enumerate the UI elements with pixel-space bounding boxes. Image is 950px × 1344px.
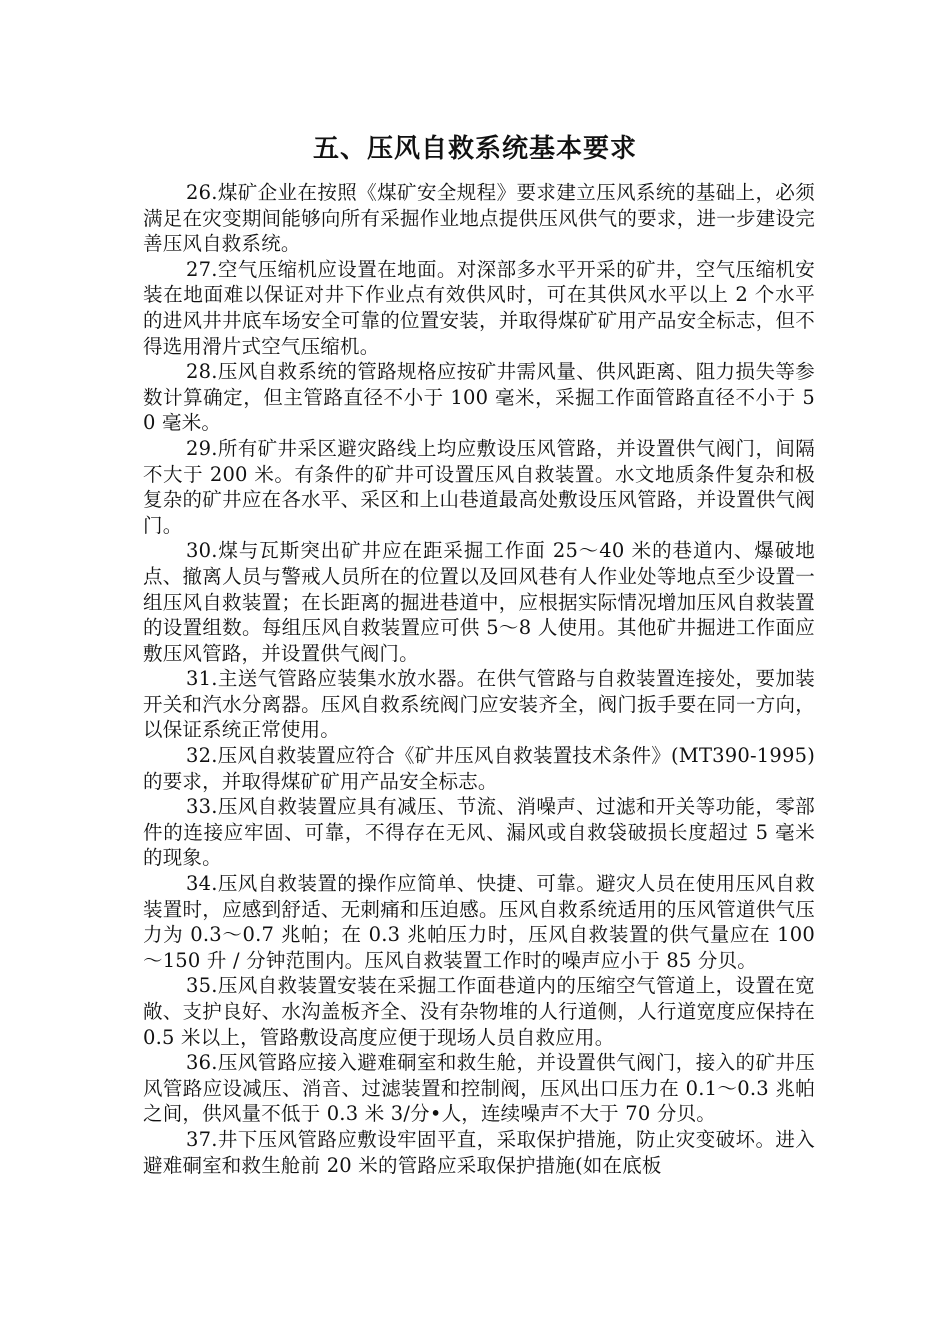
paragraph-35: 35.压风自救装置安装在采掘工作面巷道内的压缩空气管道上，设置在宽敞、支护良好、水沟盖板齐全、没有杂物堆的人行道侧，人行道宽度应保持在 0.5 米以上，管路敷设高度应便于现场人员自救应用。 [143,974,815,1049]
paragraph-37: 37.井下压风管路应敷设牢固平直，采取保护措施，防止灾变破坏。进入避难硐室和救生舱前 20 米的管路应采取保护措施(如在底板 [143,1127,815,1177]
paragraph-34: 34.压风自救装置的操作应简单、快捷、可靠。避灾人员在使用压风自救装置时，应感到舒适、无刺痛和压迫感。压风自救系统适用的压风管道供气压力为 0.3～0.7 兆帕；在 0.3 兆帕压力时，压风自救装置的供气量应在 100～150 升 / 分钟范围内。压风自救装置工作时的噪声应小于 85 分贝。 [143,872,815,972]
section-body [143,180,815,1178]
paragraph-26: 26.煤矿企业在按照《煤矿安全规程》要求建立压风系统的基础上，必须满足在灾变期间能够向所有采掘作业地点提供压风供气的要求，进一步建设完善压风自救系统。 [143,181,815,256]
paragraph-31: 31.主送气管路应装集水放水器。在供气管路与自救装置连接处，要加装开关和汽水分离器。压风自救系统阀门应安装齐全，阀门扳手要在同一方向，以保证系统正常使用。 [143,667,815,742]
paragraph-27: 27.空气压缩机应设置在地面。对深部多水平开采的矿井，空气压缩机安装在地面难以保证对井下作业点有效供风时，可在其供风水平以上 2 个水平的进风井井底车场安全可靠的位置安装，并取得煤矿矿用产品安全标志，但不得选用滑片式空气压缩机。 [143,257,815,358]
paragraph-30: 30.煤与瓦斯突出矿井应在距采掘工作面 25～40 米的巷道内、爆破地点、撤离人员与警戒人员所在的位置以及回风巷有人作业处等地点至少设置一组压风自救装置；在长距离的掘进巷道中，应根据实际情况增加压风自救装置的设置组数。每组压风自救装置应可供 5～8 人使用。其他矿井掘进工作面应敷压风管路，并设置供气阀门。 [143,539,815,665]
section-title: 五、压风自救系统基本要求 [312,134,637,164]
paragraph-36: 36.压风管路应接入避难硐室和救生舱，并设置供气阀门，接入的矿井压风管路应设减压、消音、过滤装置和控制阀，压风出口压力在 0.1～0.3 兆帕之间，供风量不低于 0.3 米 3/分•人，连续噪声不大于 70 分贝。 [143,1051,815,1126]
paragraph-32: 32.压风自救装置应符合《矿井压风自救装置技术条件》(MT390-1995)的要求，并取得煤矿矿用产品安全标志。 [143,744,815,793]
paragraph-29: 29.所有矿井采区避灾路线上均应敷设压风管路，并设置供气阀门，间隔不大于 200 米。有条件的矿井可设置压风自救装置。水文地质条件复杂和极复杂的矿井应在各水平、采区和上山巷道最高处敷设压风管路，并设置供气阀门。 [143,436,815,537]
paragraph-33: 33.压风自救装置应具有减压、节流、消噪声、过滤和开关等功能，零部件的连接应牢固、可靠，不得存在无风、漏风或自救袋破损长度超过 5 毫米的现象。 [143,795,815,870]
paragraph-28: 28.压风自救系统的管路规格应按矿井需风量、供风距离、阻力损失等参数计算确定，但主管路直径不小于 100 毫米，采掘工作面管路直径不小于 50 毫米。 [143,360,815,435]
